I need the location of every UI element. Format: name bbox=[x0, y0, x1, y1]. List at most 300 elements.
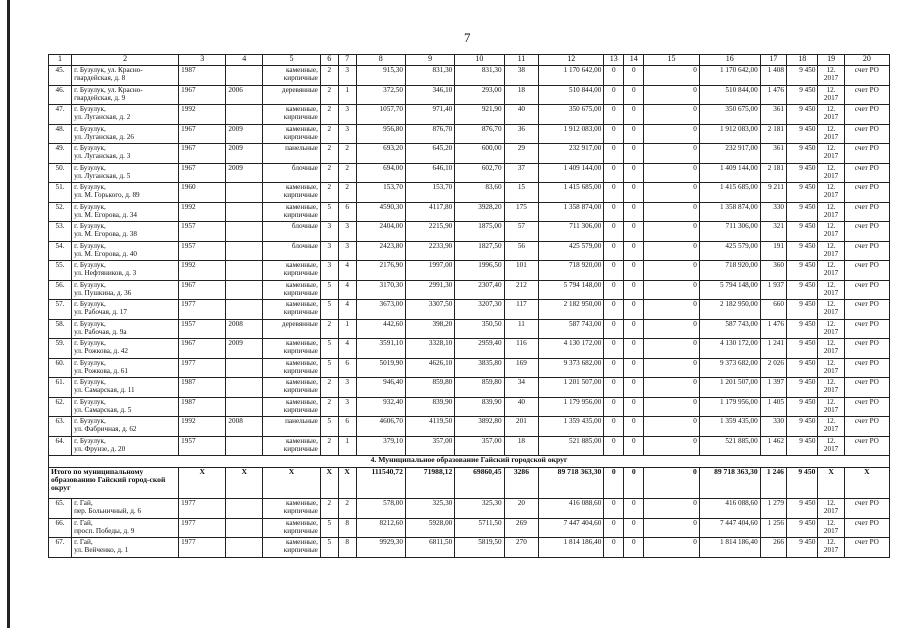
fund-federal: 0 bbox=[604, 339, 624, 359]
residential-area: 921,90 bbox=[455, 105, 504, 125]
renovation-year bbox=[226, 183, 263, 203]
owners-funds: 425 579,00 bbox=[699, 241, 760, 261]
wall-material-line1: каменные, bbox=[286, 518, 318, 527]
premises-area: 357,00 bbox=[405, 436, 454, 456]
address bbox=[72, 300, 179, 320]
residents: 269 bbox=[504, 518, 539, 538]
fund-method: счет РО bbox=[844, 300, 889, 320]
fund-regional: 0 bbox=[624, 397, 644, 417]
fund-federal: 0 bbox=[604, 280, 624, 300]
completion-date-line1: 12. bbox=[826, 358, 836, 367]
completion-date bbox=[818, 144, 844, 164]
wall-material-line2: кирпичные bbox=[283, 191, 318, 200]
table-row bbox=[49, 499, 890, 519]
owners-funds: 350 675,00 bbox=[699, 105, 760, 125]
row-number: 63. bbox=[49, 417, 72, 437]
address-line2: ул. Самарская, д. 11 bbox=[74, 386, 135, 395]
wall-material-line2: кирпичные bbox=[283, 366, 318, 375]
entrances: 4 bbox=[338, 300, 356, 320]
fund-local: 0 bbox=[644, 105, 700, 125]
fund-regional: 0 bbox=[624, 417, 644, 437]
fund-local: 0 bbox=[644, 144, 700, 164]
residential-area: 839,90 bbox=[455, 397, 504, 417]
row-number: 48. bbox=[49, 124, 72, 144]
wall-material bbox=[263, 202, 321, 222]
fund-method: счет РО bbox=[844, 241, 889, 261]
cost-limit: 9 450 bbox=[786, 280, 817, 300]
address bbox=[72, 518, 179, 538]
fund-method: счет РО bbox=[844, 339, 889, 359]
residents: 169 bbox=[504, 358, 539, 378]
fund-regional: 0 bbox=[624, 319, 644, 339]
completion-date-line2: 2017 bbox=[823, 546, 839, 555]
wall-material-line1: каменные, bbox=[286, 280, 318, 289]
table-row bbox=[49, 417, 890, 437]
total-row bbox=[49, 468, 890, 499]
renovation-year bbox=[226, 261, 263, 281]
build-year: 1992 bbox=[179, 105, 226, 125]
wall-material-line1: блочные bbox=[291, 163, 318, 172]
address-line1: г. Бузулук, bbox=[74, 436, 106, 445]
fund-local: 0 bbox=[644, 202, 700, 222]
residential-area: 3835,80 bbox=[455, 358, 504, 378]
address bbox=[72, 397, 179, 417]
row-number: 59. bbox=[49, 339, 72, 359]
wall-material-line1: деревянные bbox=[281, 85, 318, 94]
residents: 56 bbox=[504, 241, 539, 261]
completion-date-line1: 12. bbox=[826, 518, 836, 527]
total-x: Х bbox=[818, 468, 844, 499]
owners-funds: 4 130 172,00 bbox=[699, 339, 760, 359]
entrances: 3 bbox=[338, 105, 356, 125]
entrances: 4 bbox=[338, 339, 356, 359]
completion-date bbox=[818, 163, 844, 183]
address-line2: ул. Рабочая, д. 9а bbox=[74, 327, 127, 336]
wall-material bbox=[263, 538, 321, 558]
premises-area: 971,40 bbox=[405, 105, 454, 125]
owners-funds: 5 794 148,00 bbox=[699, 280, 760, 300]
fund-federal: 0 bbox=[604, 183, 624, 203]
residential-area: 2959,40 bbox=[455, 339, 504, 359]
premises-area: 1997,00 bbox=[405, 261, 454, 281]
wall-material-line1: каменные, bbox=[286, 261, 318, 269]
completion-date bbox=[818, 417, 844, 437]
address bbox=[72, 378, 179, 398]
completion-date bbox=[818, 499, 844, 519]
residents: 201 bbox=[504, 417, 539, 437]
fund-regional: 0 bbox=[624, 261, 644, 281]
premises-area: 2233,90 bbox=[405, 241, 454, 261]
floors: 5 bbox=[320, 358, 338, 378]
address-line1: г. Бузулук, bbox=[74, 378, 106, 386]
renovation-year: 2006 bbox=[226, 85, 263, 105]
build-year: 1967 bbox=[179, 280, 226, 300]
entrances: 3 bbox=[338, 222, 356, 242]
specific-cost: 361 bbox=[760, 144, 786, 164]
completion-date-line2: 2017 bbox=[823, 74, 839, 83]
build-year: 1957 bbox=[179, 319, 226, 339]
renovation-year bbox=[226, 241, 263, 261]
fund-regional: 0 bbox=[624, 124, 644, 144]
completion-date bbox=[818, 339, 844, 359]
total-residents: 3286 bbox=[504, 468, 539, 499]
address-line2: ул. Луганская, д. 3 bbox=[74, 152, 131, 161]
build-year: 1987 bbox=[179, 397, 226, 417]
cost-limit: 9 450 bbox=[786, 358, 817, 378]
address bbox=[72, 339, 179, 359]
fund-federal: 0 bbox=[604, 66, 624, 86]
renovation-year: 2009 bbox=[226, 163, 263, 183]
cost-limit: 9 450 bbox=[786, 518, 817, 538]
address-line2: ул. Фабричная, д. 62 bbox=[74, 425, 137, 434]
owners-funds: 1 415 685,00 bbox=[699, 183, 760, 203]
repair-cost: 1 179 956,00 bbox=[539, 397, 604, 417]
completion-date bbox=[818, 66, 844, 86]
build-year: 1977 bbox=[179, 499, 226, 519]
total-area: 5019,90 bbox=[356, 358, 405, 378]
residential-area: 293,00 bbox=[455, 85, 504, 105]
column-number: 10 bbox=[455, 55, 504, 66]
address bbox=[72, 538, 179, 558]
floors: 2 bbox=[320, 144, 338, 164]
completion-date-line2: 2017 bbox=[823, 526, 839, 535]
address-line1: г. Бузулук, bbox=[74, 358, 106, 367]
completion-date bbox=[818, 397, 844, 417]
address-line1: г. Бузулук, ул. Красно- bbox=[74, 66, 143, 74]
fund-regional: 0 bbox=[624, 241, 644, 261]
total-area: 2423,80 bbox=[356, 241, 405, 261]
wall-material bbox=[263, 222, 321, 242]
entrances: 4 bbox=[338, 280, 356, 300]
fund-method: счет РО bbox=[844, 436, 889, 456]
column-number: 4 bbox=[226, 55, 263, 66]
fund-federal: 0 bbox=[604, 397, 624, 417]
total-area: 693,20 bbox=[356, 144, 405, 164]
total-x: Х bbox=[263, 468, 321, 499]
fund-method: счет РО bbox=[844, 66, 889, 86]
build-year: 1977 bbox=[179, 300, 226, 320]
fund-federal: 0 bbox=[604, 105, 624, 125]
residential-area: 83,60 bbox=[455, 183, 504, 203]
completion-date-line2: 2017 bbox=[823, 230, 839, 239]
wall-material-line1: каменные, bbox=[286, 66, 318, 74]
total-label: Итого по муниципальному образованию Гайский город-ской округ bbox=[49, 468, 179, 499]
fund-regional: 0 bbox=[624, 339, 644, 359]
floors: 5 bbox=[320, 339, 338, 359]
fund-regional: 0 bbox=[624, 358, 644, 378]
completion-date-line2: 2017 bbox=[823, 269, 839, 278]
section-heading-row bbox=[49, 456, 890, 468]
cost-limit: 9 450 bbox=[786, 417, 817, 437]
address bbox=[72, 222, 179, 242]
address-line2: ул. М. Горького, д. 89 bbox=[74, 191, 140, 200]
table-row bbox=[49, 66, 890, 86]
entrances: 6 bbox=[338, 202, 356, 222]
wall-material-line2: кирпичные bbox=[283, 132, 318, 141]
residents: 18 bbox=[504, 85, 539, 105]
wall-material-line1: панельные bbox=[285, 417, 318, 425]
column-number: 3 bbox=[179, 55, 226, 66]
completion-date bbox=[818, 261, 844, 281]
column-number: 18 bbox=[786, 55, 817, 66]
wall-material-line2: кирпичные bbox=[283, 405, 318, 414]
column-number: 16 bbox=[699, 55, 760, 66]
cost-limit: 9 450 bbox=[786, 144, 817, 164]
total-area: 111540,72 bbox=[356, 468, 405, 499]
specific-cost: 1 397 bbox=[760, 378, 786, 398]
build-year: 1967 bbox=[179, 339, 226, 359]
address-line2: ул. Рожкова, д. 61 bbox=[74, 366, 128, 375]
wall-material bbox=[263, 339, 321, 359]
residential-area: 3892,80 bbox=[455, 417, 504, 437]
wall-material-line1: каменные, bbox=[286, 183, 318, 191]
specific-cost: 660 bbox=[760, 300, 786, 320]
row-number: 62. bbox=[49, 397, 72, 417]
fund-local: 0 bbox=[644, 261, 700, 281]
completion-date-line2: 2017 bbox=[823, 132, 839, 141]
floors: 2 bbox=[320, 378, 338, 398]
table-row bbox=[49, 300, 890, 320]
owners-funds: 718 920,00 bbox=[699, 261, 760, 281]
renovation-year: 2009 bbox=[226, 144, 263, 164]
fund-local: 0 bbox=[644, 339, 700, 359]
premises-area: 839,90 bbox=[405, 397, 454, 417]
residents: 11 bbox=[504, 319, 539, 339]
owners-funds: 2 182 950,00 bbox=[699, 300, 760, 320]
table-row bbox=[49, 280, 890, 300]
specific-cost: 266 bbox=[760, 538, 786, 558]
repair-cost: 1 358 874,00 bbox=[539, 202, 604, 222]
total-x: Х bbox=[179, 468, 226, 499]
residential-area: 357,00 bbox=[455, 436, 504, 456]
wall-material-line1: каменные, bbox=[286, 300, 318, 308]
floors: 5 bbox=[320, 202, 338, 222]
premises-area: 3328,10 bbox=[405, 339, 454, 359]
address bbox=[72, 417, 179, 437]
floors: 5 bbox=[320, 280, 338, 300]
wall-material-line1: каменные, bbox=[286, 436, 318, 445]
row-number: 65. bbox=[49, 499, 72, 519]
address bbox=[72, 319, 179, 339]
residential-area: 859,80 bbox=[455, 378, 504, 398]
renovation-year bbox=[226, 518, 263, 538]
fund-federal: 0 bbox=[604, 261, 624, 281]
owners-funds: 1 170 642,00 bbox=[699, 66, 760, 86]
fund-regional: 0 bbox=[624, 202, 644, 222]
premises-area: 859,80 bbox=[405, 378, 454, 398]
completion-date-line2: 2017 bbox=[823, 386, 839, 395]
total-area: 9929,30 bbox=[356, 538, 405, 558]
column-number: 14 bbox=[624, 55, 644, 66]
row-number: 49. bbox=[49, 144, 72, 164]
cost-limit: 9 450 bbox=[786, 261, 817, 281]
wall-material bbox=[263, 241, 321, 261]
total-area: 4590,30 bbox=[356, 202, 405, 222]
wall-material-line2: кирпичные bbox=[283, 444, 318, 453]
repair-cost: 232 917,00 bbox=[539, 144, 604, 164]
cost-limit: 9 450 bbox=[786, 378, 817, 398]
address bbox=[72, 183, 179, 203]
address bbox=[72, 163, 179, 183]
completion-date-line1: 12. bbox=[826, 499, 836, 507]
address-line1: г. Бузулук, bbox=[74, 105, 106, 113]
table-row bbox=[49, 124, 890, 144]
owners-funds: 416 088,60 bbox=[699, 499, 760, 519]
owners-funds: 1 409 144,00 bbox=[699, 163, 760, 183]
fund-regional: 0 bbox=[624, 183, 644, 203]
specific-cost: 1 462 bbox=[760, 436, 786, 456]
fund-federal: 0 bbox=[604, 538, 624, 558]
fund-method: счет РО bbox=[844, 397, 889, 417]
fund-local: 0 bbox=[644, 378, 700, 398]
residential-area: 350,50 bbox=[455, 319, 504, 339]
fund-local: 0 bbox=[644, 241, 700, 261]
row-number: 50. bbox=[49, 163, 72, 183]
row-number: 61. bbox=[49, 378, 72, 398]
repair-cost: 1 201 507,00 bbox=[539, 378, 604, 398]
total-area: 379,10 bbox=[356, 436, 405, 456]
completion-date bbox=[818, 300, 844, 320]
wall-material-line1: каменные, bbox=[286, 105, 318, 113]
completion-date bbox=[818, 124, 844, 144]
wall-material bbox=[263, 66, 321, 86]
cost-limit: 9 450 bbox=[786, 183, 817, 203]
floors: 3 bbox=[320, 241, 338, 261]
cost-limit: 9 450 bbox=[786, 105, 817, 125]
build-year: 1960 bbox=[179, 183, 226, 203]
address-line1: г. Гай, bbox=[74, 518, 93, 527]
column-number: 9 bbox=[405, 55, 454, 66]
address bbox=[72, 499, 179, 519]
build-year: 1977 bbox=[179, 358, 226, 378]
fund-method: счет РО bbox=[844, 280, 889, 300]
specific-cost: 330 bbox=[760, 417, 786, 437]
repair-cost: 1 409 144,00 bbox=[539, 163, 604, 183]
fund-method: счет РО bbox=[844, 358, 889, 378]
floors: 2 bbox=[320, 105, 338, 125]
fund-regional: 0 bbox=[624, 436, 644, 456]
address-line1: г. Гай, bbox=[74, 538, 93, 546]
total-area: 694,00 bbox=[356, 163, 405, 183]
wall-material bbox=[263, 518, 321, 538]
fund-method: счет РО bbox=[844, 105, 889, 125]
owners-funds: 1 179 956,00 bbox=[699, 397, 760, 417]
residents: 38 bbox=[504, 66, 539, 86]
wall-material-line1: панельные bbox=[285, 144, 318, 152]
address bbox=[72, 261, 179, 281]
entrances: 6 bbox=[338, 417, 356, 437]
completion-date bbox=[818, 358, 844, 378]
row-number: 67. bbox=[49, 538, 72, 558]
total-residential-area: 69860,45 bbox=[455, 468, 504, 499]
entrances: 2 bbox=[338, 163, 356, 183]
row-number: 58. bbox=[49, 319, 72, 339]
residents: 40 bbox=[504, 105, 539, 125]
fund-regional: 0 bbox=[624, 163, 644, 183]
entrances: 4 bbox=[338, 261, 356, 281]
repair-cost: 2 182 950,00 bbox=[539, 300, 604, 320]
binding-margin-line bbox=[7, 0, 10, 628]
table-row bbox=[49, 183, 890, 203]
build-year: 1967 bbox=[179, 124, 226, 144]
table-row bbox=[49, 261, 890, 281]
repair-cost: 587 743,00 bbox=[539, 319, 604, 339]
row-number: 45. bbox=[49, 66, 72, 86]
build-year: 1992 bbox=[179, 417, 226, 437]
residents: 37 bbox=[504, 163, 539, 183]
fund-method: счет РО bbox=[844, 163, 889, 183]
residents: 34 bbox=[504, 378, 539, 398]
build-year: 1967 bbox=[179, 144, 226, 164]
row-number: 46. bbox=[49, 85, 72, 105]
completion-date-line1: 12. bbox=[826, 300, 836, 308]
completion-date bbox=[818, 518, 844, 538]
residential-area: 5711,50 bbox=[455, 518, 504, 538]
completion-date-line1: 12. bbox=[826, 339, 836, 347]
cost-limit: 9 450 bbox=[786, 319, 817, 339]
entrances: 6 bbox=[338, 358, 356, 378]
total-x: Х bbox=[226, 468, 263, 499]
row-number: 55. bbox=[49, 261, 72, 281]
build-year: 1987 bbox=[179, 378, 226, 398]
repair-cost: 4 130 172,00 bbox=[539, 339, 604, 359]
address-line1: г. Бузулук, bbox=[74, 339, 106, 347]
wall-material bbox=[263, 417, 321, 437]
total-area: 372,50 bbox=[356, 85, 405, 105]
cost-limit: 9 450 bbox=[786, 241, 817, 261]
residents: 18 bbox=[504, 436, 539, 456]
table-row bbox=[49, 319, 890, 339]
address bbox=[72, 280, 179, 300]
column-number: 12 bbox=[539, 55, 604, 66]
owners-funds: 1 814 186,40 bbox=[699, 538, 760, 558]
completion-date-line2: 2017 bbox=[823, 152, 839, 161]
wall-material-line1: блочные bbox=[291, 241, 318, 250]
entrances: 3 bbox=[338, 378, 356, 398]
address bbox=[72, 436, 179, 456]
floors: 2 bbox=[320, 397, 338, 417]
specific-cost: 1 405 bbox=[760, 397, 786, 417]
completion-date-line2: 2017 bbox=[823, 444, 839, 453]
completion-date-line2: 2017 bbox=[823, 405, 839, 414]
fund-local: 0 bbox=[644, 518, 700, 538]
address-line2: ул. Вейченко, д. 1 bbox=[74, 546, 129, 555]
wall-material bbox=[263, 183, 321, 203]
fund-federal: 0 bbox=[604, 300, 624, 320]
entrances: 3 bbox=[338, 124, 356, 144]
premises-area: 6811,50 bbox=[405, 538, 454, 558]
row-number: 54. bbox=[49, 241, 72, 261]
fund-local: 0 bbox=[644, 397, 700, 417]
repair-cost: 718 920,00 bbox=[539, 261, 604, 281]
wall-material-line2: кирпичные bbox=[283, 269, 318, 278]
fund-method: счет РО bbox=[844, 144, 889, 164]
owners-funds: 7 447 404,60 bbox=[699, 518, 760, 538]
fund-federal: 0 bbox=[604, 319, 624, 339]
total-area: 2176,90 bbox=[356, 261, 405, 281]
fund-regional: 0 bbox=[624, 144, 644, 164]
renovation-year bbox=[226, 300, 263, 320]
residents: 29 bbox=[504, 144, 539, 164]
completion-date bbox=[818, 538, 844, 558]
column-number: 5 bbox=[263, 55, 321, 66]
fund-federal: 0 bbox=[604, 202, 624, 222]
row-number: 66. bbox=[49, 518, 72, 538]
total-area: 1057,70 bbox=[356, 105, 405, 125]
address-line2: гвардейская, д. 9 bbox=[74, 93, 126, 102]
fund-local: 0 bbox=[644, 319, 700, 339]
specific-cost: 360 bbox=[760, 261, 786, 281]
